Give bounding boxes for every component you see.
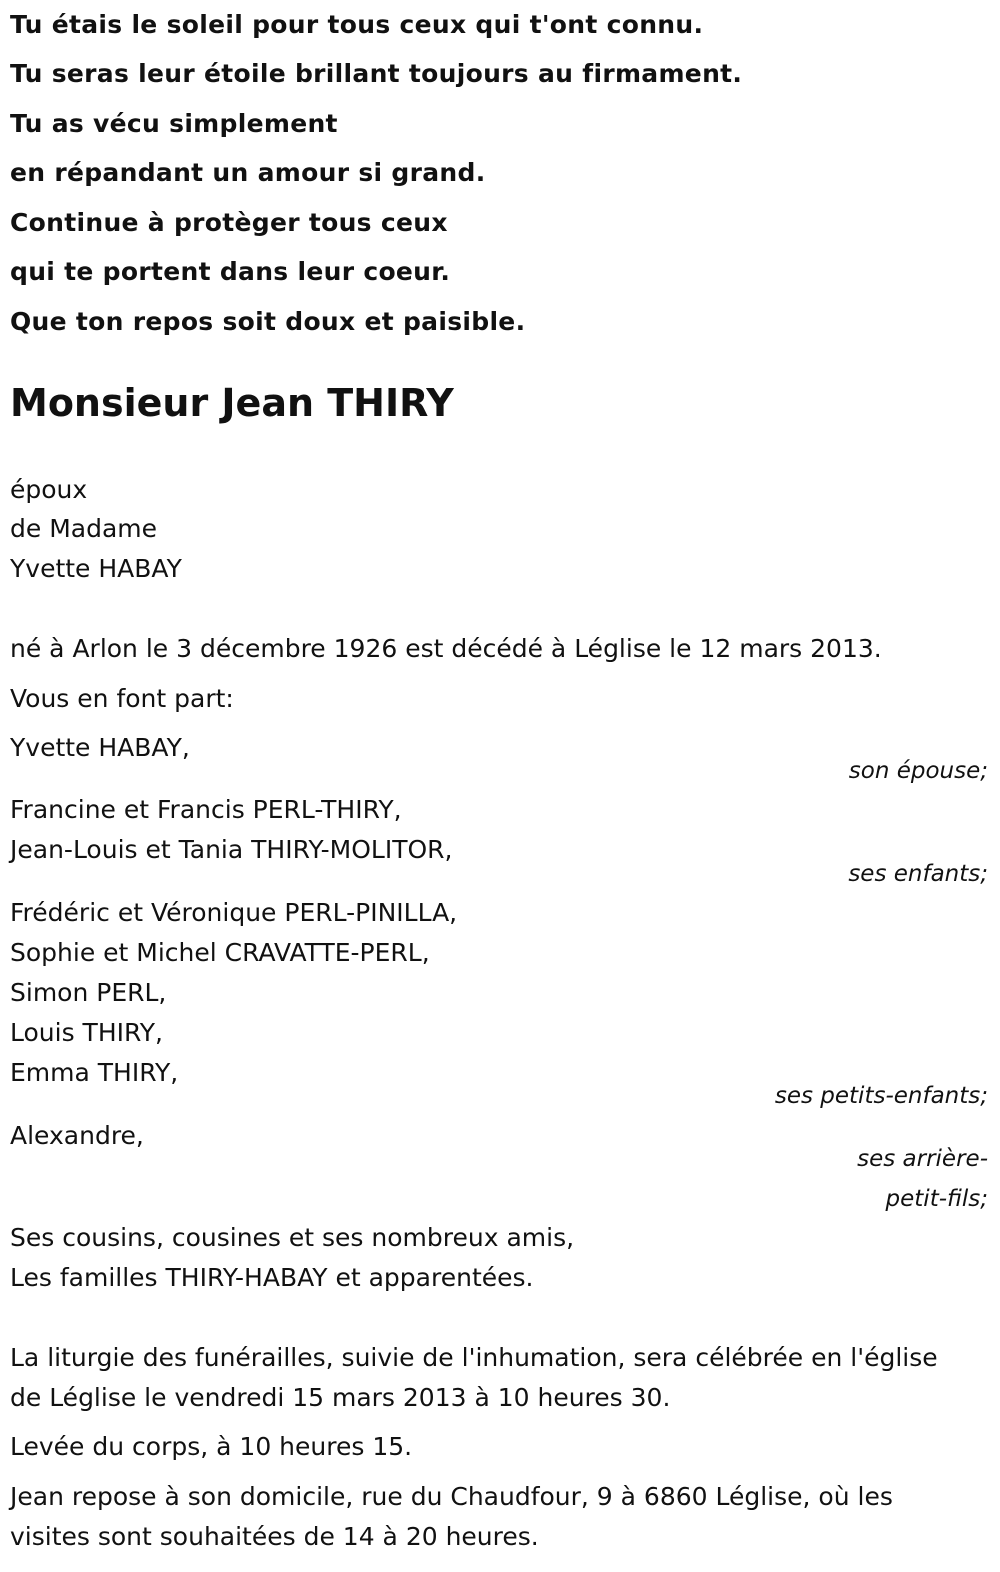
relation-label: ses arrière- bbox=[857, 1146, 988, 1172]
family-member: Alexandre, bbox=[10, 1121, 144, 1150]
visit-line: Jean repose à son domicile, rue du Chaudfour, 9 à 6860 Léglise, où les bbox=[10, 1482, 893, 1511]
family-member: Sophie et Michel CRAVATTE-PERL, bbox=[10, 938, 430, 967]
announcers-intro: Vous en font part: bbox=[10, 684, 234, 713]
visit-line: visites sont souhaitées de 14 à 20 heures. bbox=[10, 1522, 539, 1551]
poem-line: Tu seras leur étoile brillant toujours au firmament. bbox=[10, 59, 743, 88]
family-others-line: Les familles THIRY-HABAY et apparentées. bbox=[10, 1263, 534, 1292]
poem-line: Continue à protèger tous ceux bbox=[10, 208, 448, 237]
liturgy-line: La liturgie des funérailles, suivie de l'inhumation, sera célébrée en l'église bbox=[10, 1343, 938, 1372]
relation-label: ses enfants; bbox=[848, 861, 988, 887]
spouse-line: de Madame bbox=[10, 514, 158, 543]
deceased-name: Monsieur Jean THIRY bbox=[10, 381, 454, 425]
relation-label: petit-fils; bbox=[885, 1186, 988, 1212]
spouse-line: époux bbox=[10, 475, 88, 504]
levee-text: Levée du corps, à 10 heures 15. bbox=[10, 1432, 413, 1461]
family-member: Francine et Francis PERL-THIRY, bbox=[10, 795, 402, 824]
birth-death-text: né à Arlon le 3 décembre 1926 est décédé à Léglise le 12 mars 2013. bbox=[10, 634, 882, 663]
poem-line: Que ton repos soit doux et paisible. bbox=[10, 307, 526, 336]
poem-line: Tu étais le soleil pour tous ceux qui t'ont connu. bbox=[10, 10, 704, 39]
relation-label: ses petits-enfants; bbox=[774, 1083, 988, 1109]
family-member: Jean-Louis et Tania THIRY-MOLITOR, bbox=[10, 835, 453, 864]
poem-line: en répandant un amour si grand. bbox=[10, 158, 486, 187]
family-member: Yvette HABAY, bbox=[10, 733, 190, 762]
family-member: Frédéric et Véronique PERL-PINILLA, bbox=[10, 898, 458, 927]
liturgy-line: de Léglise le vendredi 15 mars 2013 à 10 heures 30. bbox=[10, 1383, 671, 1412]
family-member: Emma THIRY, bbox=[10, 1058, 179, 1087]
relation-label: son épouse; bbox=[848, 758, 988, 784]
poem-line: qui te portent dans leur coeur. bbox=[10, 257, 451, 286]
poem-line: Tu as vécu simplement bbox=[10, 109, 338, 138]
family-others-line: Ses cousins, cousines et ses nombreux amis, bbox=[10, 1223, 575, 1252]
spouse-line: Yvette HABAY bbox=[10, 554, 182, 583]
family-member: Louis THIRY, bbox=[10, 1018, 163, 1047]
family-member: Simon PERL, bbox=[10, 978, 167, 1007]
